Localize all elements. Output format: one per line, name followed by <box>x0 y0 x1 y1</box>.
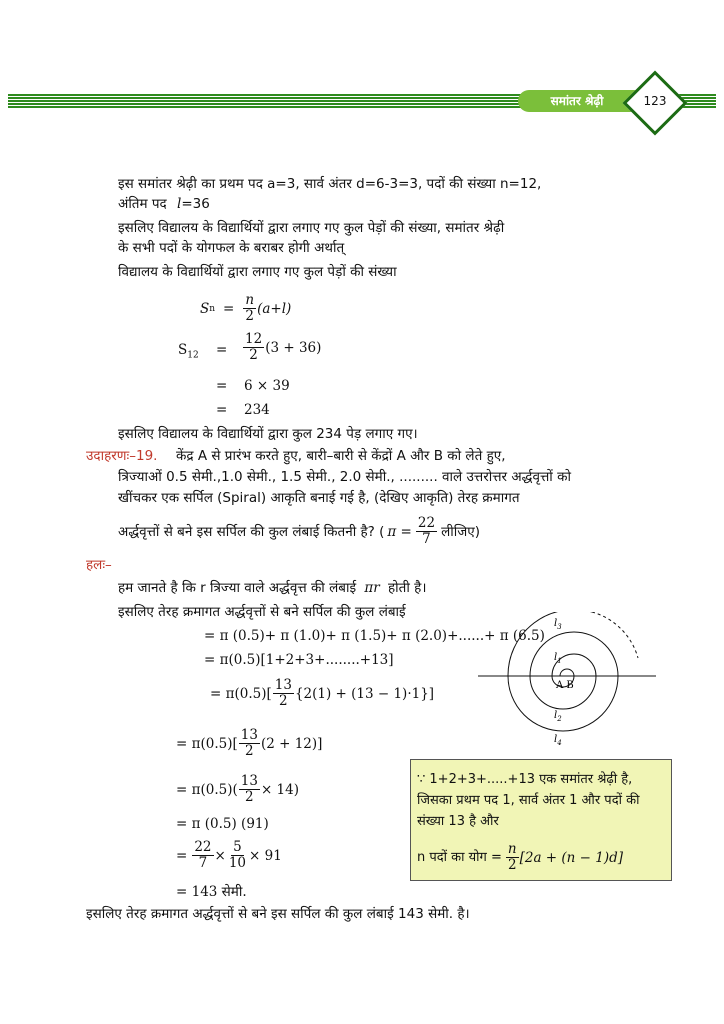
last-term-label: अंतिम पद <box>118 196 167 212</box>
para-1-line-1: इस समांतर श्रेढ़ी का प्रथम पद a=3, सार्व अंतर d=6-3=3, पदों की संख्या n=12, <box>118 176 542 192</box>
sn-subscript: n <box>209 303 216 314</box>
note-box <box>410 759 672 881</box>
note-line-4-suffix: [2a + (n − 1)d] <box>519 849 624 866</box>
note-line-4-prefix: n पदों का योग = <box>417 849 502 865</box>
note-fraction <box>506 842 519 873</box>
note-line-2: जिसका प्रथम पद 1, सार्व अंतर 1 और पदों की <box>417 793 640 808</box>
note-denominator: 2 <box>507 857 517 873</box>
para-3: विद्यालय के विद्यार्थियों द्वारा लगाए गए कुल पेड़ों की संख्या <box>118 264 397 280</box>
calc-4-suffix: (2 + 12)] <box>260 735 323 752</box>
note-line-1: ∵ 1+2+3+.....+13 एक समांतर श्रेढ़ी है, <box>417 772 633 787</box>
note-line-3: संख्या 13 है और <box>417 814 499 829</box>
sn-fraction <box>243 293 256 324</box>
pi-equals: π = <box>387 523 412 540</box>
calc-5-prefix: = π(0.5)( <box>176 781 238 798</box>
solution-line-1 <box>118 578 426 598</box>
sn-rest: (a+l) <box>257 300 292 317</box>
example-line-4 <box>118 516 480 547</box>
calc-3-denominator: 2 <box>279 693 288 709</box>
s12-numerator: 12 <box>245 331 263 347</box>
solution-line-2: इसलिए तेरह क्रमागत अर्द्धवृत्तों से बने सर्पिल की कुल लंबाई <box>118 604 406 620</box>
sn-equals: = <box>223 300 235 317</box>
para-2-line-2: के सभी पदों के योगफल के बराबर होगी अर्थात् <box>118 240 345 256</box>
calc-step-4 <box>176 728 322 759</box>
sn-symbol: S <box>200 300 210 317</box>
calc-4-fraction <box>239 728 260 759</box>
calc-step-1: = π (0.5)+ π (1.0)+ π (1.5)+ π (2.0)+......+ π (6.5) <box>204 628 545 644</box>
chapter-label <box>518 90 636 112</box>
calc-3-suffix: {2(1) + (13 − 1)·1}] <box>294 685 435 702</box>
calc-7-numerator-1: 22 <box>194 839 212 855</box>
page-number: 123 <box>643 94 667 108</box>
calc-7-times-1: × <box>214 847 226 864</box>
s12-line3-equals: = <box>216 402 228 418</box>
calc-7-denominator-1: 7 <box>198 855 208 871</box>
s12-rhs <box>242 332 321 363</box>
calc-3-fraction <box>273 678 294 709</box>
sn-formula <box>200 293 291 324</box>
label-l3: $l_3$ <box>554 618 562 631</box>
calc-5-suffix: × 14) <box>260 781 299 798</box>
pi-fraction <box>416 516 437 547</box>
header-rule <box>8 94 538 108</box>
calc-5-fraction <box>239 774 260 805</box>
calc-step-3 <box>210 678 434 709</box>
s12-line3: 234 <box>244 402 270 418</box>
calc-step-7 <box>176 840 282 871</box>
calc-3-numerator: 13 <box>274 677 292 693</box>
calc-3-prefix: = π(0.5)[ <box>210 685 272 702</box>
calc-7-denominator-2: 10 <box>228 855 246 871</box>
calc-5-denominator: 2 <box>245 789 254 805</box>
last-term-value: =36 <box>181 196 210 212</box>
label-l1: $l_1$ <box>554 652 562 665</box>
s12-equals: = <box>216 342 228 358</box>
calc-7-equals: = <box>176 847 188 864</box>
calc-7-fraction-1 <box>192 840 213 871</box>
s12-subscript: 12 <box>187 350 199 361</box>
pi-numerator: 22 <box>417 515 436 531</box>
sn-denominator: 2 <box>245 308 254 324</box>
pi-r: πr <box>364 580 380 596</box>
solution-line-1-suffix: होती है। <box>388 580 427 596</box>
example-line-1: केंद्र A से प्रारंभ करते हुए, बारी–बारी से केंद्रों A और B को लेते हुए, <box>176 448 506 464</box>
calc-4-denominator: 2 <box>245 743 254 759</box>
para-1-line-2 <box>118 194 210 214</box>
semicircle-l5 <box>508 612 592 676</box>
calc-7-times-2: × 91 <box>249 847 282 864</box>
note-numerator: n <box>507 841 517 857</box>
s12-lhs <box>178 342 199 361</box>
s12-line2: 6 × 39 <box>244 378 290 394</box>
chapter-title: समांतर श्रेढ़ी <box>550 94 604 108</box>
calc-4-prefix: = π(0.5)[ <box>176 735 238 752</box>
note-line-4 <box>417 842 623 873</box>
calc-4-numerator: 13 <box>240 727 258 743</box>
calc-7-numerator-2: 5 <box>233 839 242 855</box>
example-label: उदाहरणः–19. <box>86 448 158 464</box>
calc-7-fraction-2 <box>227 840 248 871</box>
sn-numerator: n <box>245 292 255 308</box>
example-line-2: त्रिज्याओं 0.5 सेमी.,1.0 सेमी., 1.5 सेमी., 2.0 सेमी., ......... वाले उत्तरोत्तर अर्द्धवृत्तों को <box>118 469 571 485</box>
calc-step-5 <box>176 774 299 805</box>
spiral-figure <box>470 612 670 762</box>
label-l4: $l_4$ <box>554 734 562 747</box>
calc-step-8: = 143 सेमी. <box>176 884 247 900</box>
para-2-line-1: इसलिए विद्यालय के विद्यार्थियों द्वारा लगाए गए कुल पेड़ों की संख्या, समांतर श्रेढ़ी <box>118 220 505 236</box>
calc-step-6: = π (0.5) (91) <box>176 816 269 832</box>
s12-rest: (3 + 36) <box>265 339 322 356</box>
s12-denominator: 2 <box>249 347 258 363</box>
pi-denominator: 7 <box>422 531 431 547</box>
s12-fraction <box>243 332 264 363</box>
solution-label: हलः– <box>86 557 112 573</box>
calc-step-2: = π(0.5)[1+2+3+........+13] <box>204 652 394 668</box>
calc-5-numerator: 13 <box>240 773 258 789</box>
example-line-4-suffix: लीजिए) <box>441 523 480 540</box>
solution-line-1-text: हम जानते है कि r त्रिज्या वाले अर्द्धवृत्त की लंबाई <box>118 580 357 596</box>
s12-symbol: S <box>178 342 188 358</box>
s12-line2-equals: = <box>216 378 228 394</box>
spiral-continuation <box>592 612 638 658</box>
example-line-3: खींचकर एक सर्पिल (Spiral) आकृति बनाई गई है, (देखिए आकृति) तेरह क्रमागत <box>118 490 520 506</box>
label-l2: $l_2$ <box>554 710 562 723</box>
last-term-symbol: l <box>177 196 182 212</box>
semicircle-1 <box>560 669 574 676</box>
conclusion: इसलिए तेरह क्रमागत अर्द्धवृत्तों से बने इस सर्पिल की कुल लंबाई 143 सेमी. है। <box>86 906 470 922</box>
label-ab: A B <box>556 680 574 691</box>
example-line-4-text: अर्द्धवृत्तों से बने इस सर्पिल की कुल लंबाई कितनी है? ( <box>118 523 385 540</box>
para-4: इसलिए विद्यालय के विद्यार्थियों द्वारा कुल 234 पेड़ लगाए गए। <box>118 426 418 442</box>
